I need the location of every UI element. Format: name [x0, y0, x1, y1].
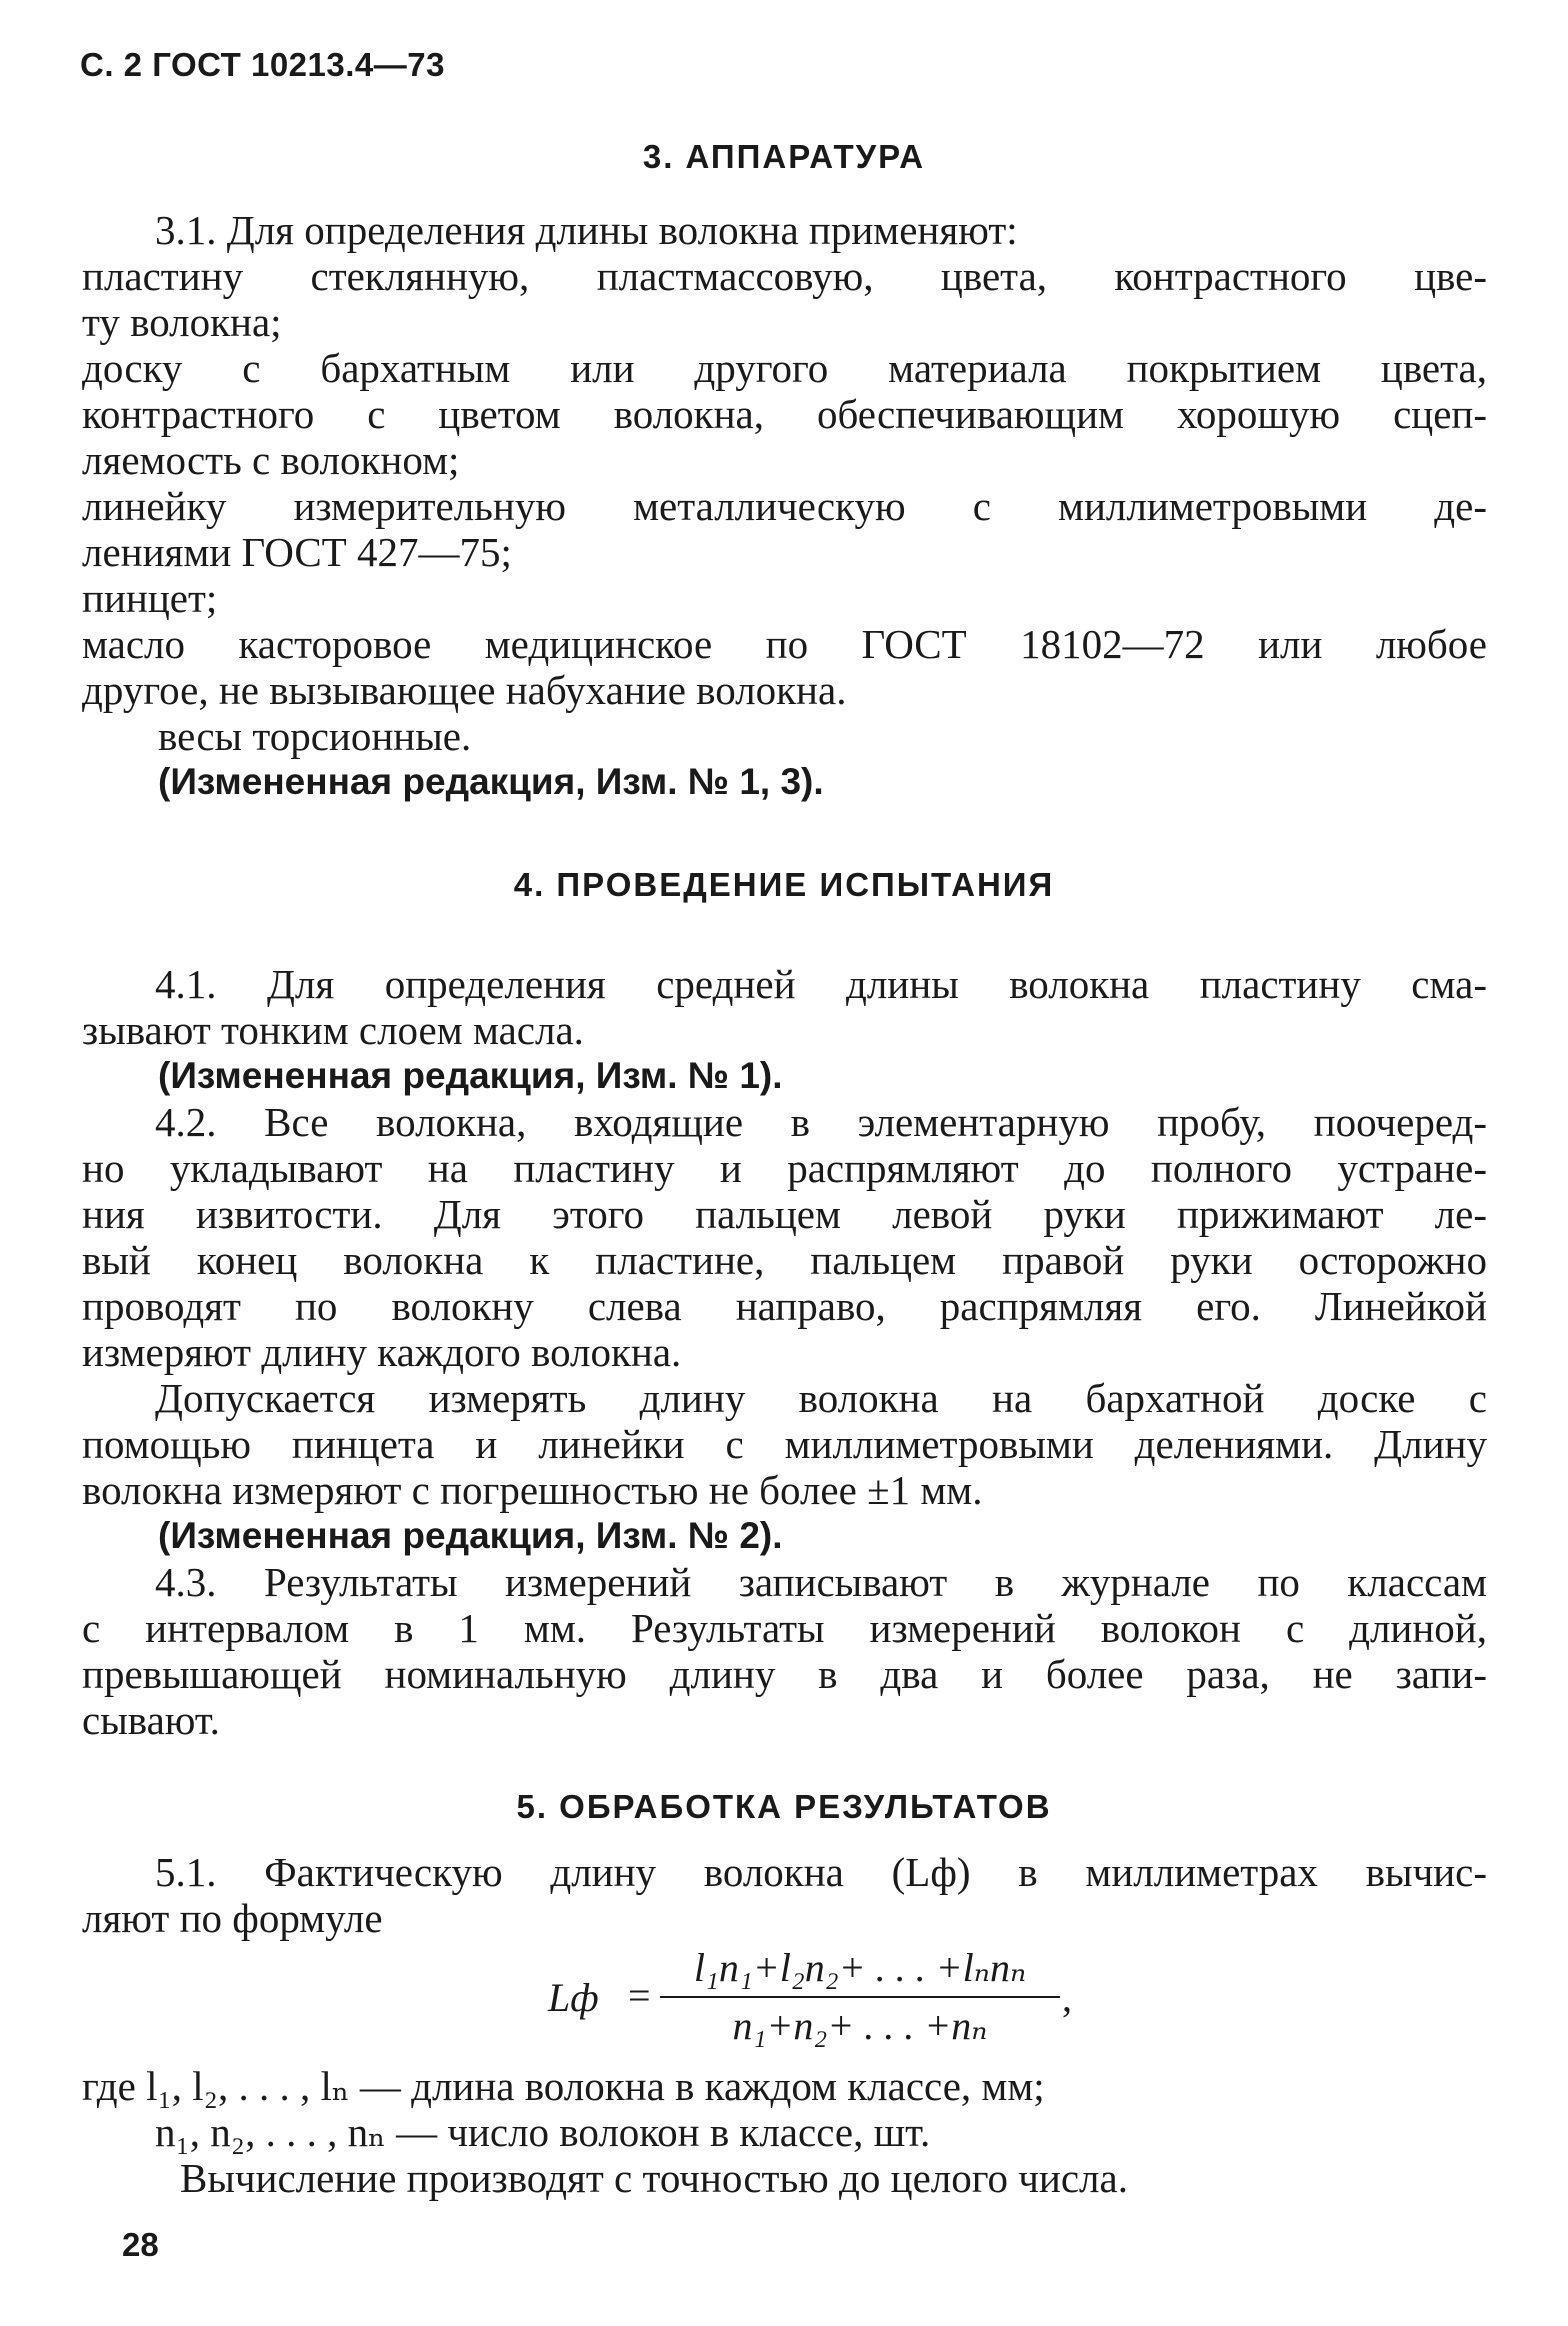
text-line: 5.1. Фактическую длину волокна (Lф) в миллиметрах вычис-: [155, 1849, 1487, 1895]
text-line: масло касторовое медицинское по ГОСТ 18102—72 или любое: [82, 621, 1487, 667]
text-line: ту волокна;: [82, 299, 282, 345]
formula-comma: ,: [1062, 1975, 1072, 2020]
section-4-heading: 4. ПРОВЕДЕНИЕ ИСПЫТАНИЯ: [513, 866, 1055, 903]
text-line: 3.1. Для определения длины волокна применяют:: [155, 207, 1018, 253]
text-line: проводят по волокну слева направо, распрямляя его. Линейкой: [82, 1283, 1487, 1329]
text-line: n₁, n₂, . . . , nₙ — число волокон в классе, шт.: [155, 2109, 931, 2155]
text-line: зывают тонким слоем масла.: [82, 1007, 584, 1053]
page-number: 28: [122, 2226, 159, 2263]
text-line: с интервалом в 1 мм. Результаты измерений волокон с длиной,: [82, 1605, 1487, 1651]
formula-denominator: n₁+n₂+ . . . +nₙ: [732, 2003, 988, 2048]
text-line: Вычисление производят с точностью до целого числа.: [180, 2155, 1128, 2201]
text-line: другое, не вызывающее набухание волокна.: [82, 667, 847, 713]
section-5-heading: 5. ОБРАБОТКА РЕЗУЛЬТАТОВ: [516, 1788, 1052, 1825]
text-line: линейку измерительную металлическую с миллиметровыми де-: [82, 483, 1487, 529]
text-line: весы торсионные.: [158, 713, 472, 759]
formula-equals: =: [628, 1973, 651, 2018]
section-3-heading: 3. АППАРАТУРА: [642, 138, 926, 175]
text-line: ляют по формуле: [82, 1895, 383, 1941]
text-line: 4.3. Результаты измерений записывают в журнале по классам: [155, 1559, 1487, 1605]
text-line: 4.1. Для определения средней длины волокна пластину сма-: [155, 961, 1487, 1007]
text-line: но укладывают на пластину и распрямляют до полного устране-: [82, 1145, 1487, 1191]
text-line: пинцет;: [82, 575, 218, 621]
text-line: контрастного с цветом волокна, обеспечивающим хорошую сцеп-: [82, 391, 1487, 437]
amendment-note: (Измененная редакция, Изм. № 1, 3).: [158, 761, 824, 802]
text-line: помощью пинцета и линейки с миллиметровыми делениями. Длину: [82, 1421, 1487, 1467]
formula-lhs: Lф: [548, 1975, 599, 2020]
text-line: ляемость с волокном;: [82, 437, 460, 483]
text-line: измеряют длину каждого волокна.: [82, 1329, 682, 1375]
text-line: ния извитости. Для этого пальцем левой руки прижимают ле-: [82, 1191, 1487, 1237]
text-line: Допускается измерять длину волокна на бархатной доске с: [155, 1375, 1487, 1421]
text-line: где l₁, l₂, . . . , lₙ — длина волокна в каждом классе, мм;: [82, 2063, 1045, 2109]
text-line: волокна измеряют с погрешностью не более ±1 мм.: [82, 1467, 983, 1513]
text-line: лениями ГОСТ 427—75;: [82, 529, 512, 575]
text-line: доску с бархатным или другого материала покрытием цвета,: [82, 345, 1487, 391]
text-line: вый конец волокна к пластине, пальцем правой руки осторожно: [82, 1237, 1487, 1283]
amendment-note: (Измененная редакция, Изм. № 1).: [158, 1055, 783, 1096]
text-line: превышающей номинальную длину в два и более раза, не запи-: [82, 1651, 1487, 1697]
text-line: пластину стеклянную, пластмассовую, цвета, контрастного цве-: [82, 253, 1487, 299]
amendment-note: (Измененная редакция, Изм. № 2).: [158, 1515, 783, 1556]
running-head: С. 2 ГОСТ 10213.4—73: [80, 46, 445, 83]
text-line: 4.2. Все волокна, входящие в элементарную пробу, поочеред-: [155, 1099, 1487, 1145]
formula-numerator: l₁n₁+l₂n₂+ . . . +lₙnₙ: [693, 1945, 1027, 1990]
text-line: сывают.: [82, 1697, 220, 1743]
